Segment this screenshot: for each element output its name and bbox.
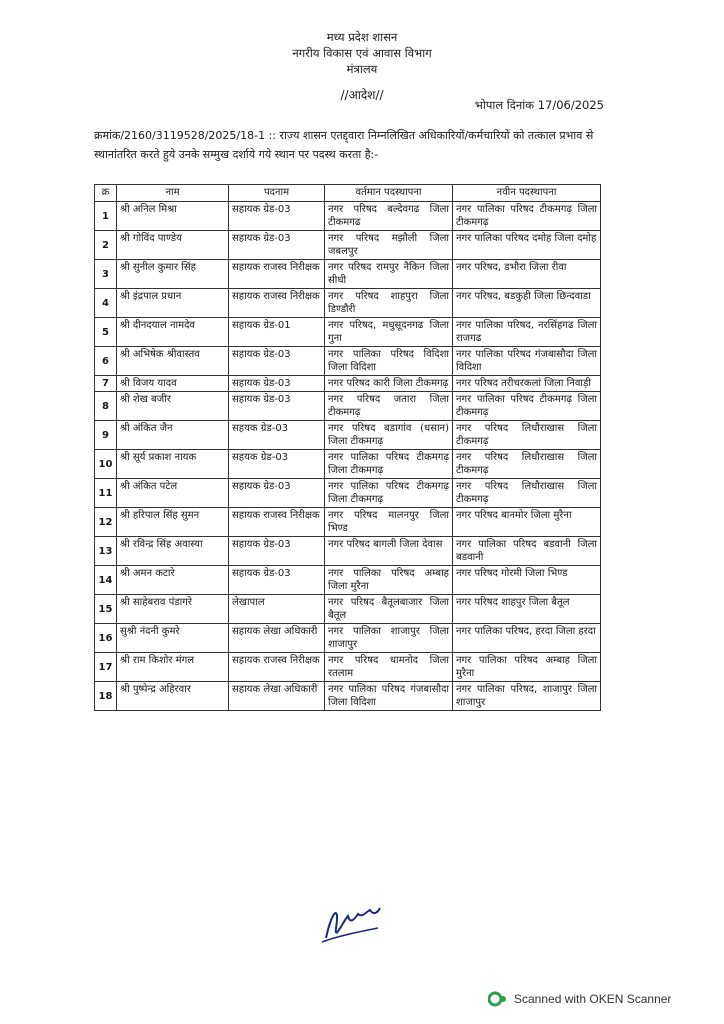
cell-current-posting: नगर पालिका शाजापुर जिला शाजापुर <box>325 624 453 653</box>
table-row <box>95 624 601 653</box>
cell-new-posting: नगर परिषद लिधौराखास जिला टीकमगढ़ <box>453 479 601 508</box>
cell-new-posting: नगर पालिका परिषद गंजबासौदा जिला विदिशा <box>453 347 601 376</box>
cell-current-posting: नगर पालिका परिषद विदिशा जिला विदिशा <box>325 347 453 376</box>
table-row <box>95 202 601 231</box>
cell-new-posting: नगर पालिका परिषद बडवानी जिला बडवानी <box>453 537 601 566</box>
cell-current-posting: नगर पालिका परिषद टीकमगढ़ जिला टीकमगढ़ <box>325 479 453 508</box>
table-row <box>95 508 601 537</box>
cell-name: श्री गोविंद पाण्डेय <box>117 231 229 260</box>
cell-new-posting: नगर परिषद तरीचरकलां जिला निवाड़ी <box>453 376 601 392</box>
cell-current-posting: नगर परिषद बागली जिला देवास <box>325 537 453 566</box>
cell-current-posting: नगर परिषद, मधुसूदनगढ जिला गुना <box>325 318 453 347</box>
cell-name: श्री साहेबराव पंडागरे <box>117 595 229 624</box>
cell-sn: 9 <box>95 421 117 450</box>
cell-designation: सहायक राजस्व निरीक्षक <box>229 653 325 682</box>
cell-name: श्री दीनदयाल नामदेव <box>117 318 229 347</box>
cell-sn: 12 <box>95 508 117 537</box>
cell-new-posting: नगर पालिका परिषद, नरसिंहगढ जिला राजगढ <box>453 318 601 347</box>
table-row <box>95 566 601 595</box>
cell-name: श्री रविन्द्र सिंह अवास्या <box>117 537 229 566</box>
cell-sn: 14 <box>95 566 117 595</box>
cell-name: श्री शेख बजीर <box>117 392 229 421</box>
cell-name: सुश्री नंदनी कुमरे <box>117 624 229 653</box>
cell-designation: सहायक लेखा अधिकारी <box>229 624 325 653</box>
cell-new-posting: नगर पालिका परिषद दमोह जिला दमोह <box>453 231 601 260</box>
cell-sn: 17 <box>95 653 117 682</box>
col-header-name: नाम <box>117 185 229 202</box>
cell-designation: सहयक ग्रेड-03 <box>229 450 325 479</box>
cell-new-posting: नगर परिषद, डभौरा जिला रीवा <box>453 260 601 289</box>
cell-designation: सहायक ग्रेड-03 <box>229 566 325 595</box>
table-row <box>95 537 601 566</box>
cell-designation: सहायक ग्रेड-03 <box>229 376 325 392</box>
cell-name: श्री राम किशोर मंगल <box>117 653 229 682</box>
table-row <box>95 682 601 711</box>
cell-sn: 3 <box>95 260 117 289</box>
cell-current-posting: नगर परिषद शाहपुरा जिला डिण्डौरी <box>325 289 453 318</box>
cell-name: श्री सूर्य प्रकाश नायक <box>117 450 229 479</box>
department-title: नगरीय विकास एवं आवास विभाग <box>292 46 432 60</box>
cell-sn: 16 <box>95 624 117 653</box>
cell-name: श्री विजय यादव <box>117 376 229 392</box>
cell-current-posting: नगर परिषद रामपुर नैकिन जिला सीधी <box>325 260 453 289</box>
table-row <box>95 653 601 682</box>
cell-designation: सहायक राजस्व निरीक्षक <box>229 289 325 318</box>
cell-sn: 13 <box>95 537 117 566</box>
cell-designation: सहायक ग्रेड-03 <box>229 347 325 376</box>
cell-name: श्री अभिषेक श्रीवास्तव <box>117 347 229 376</box>
scanner-watermark <box>488 990 671 1008</box>
order-heading: //आदेश// <box>340 88 384 102</box>
cell-sn: 1 <box>95 202 117 231</box>
cell-current-posting: नगर परिषद बडागांव (धसान) जिला टीकमगढ़ <box>325 421 453 450</box>
cell-name: श्री अनिल मिश्रा <box>117 202 229 231</box>
transfer-table <box>94 184 601 711</box>
scanner-text: Scanned with OKEN Scanner <box>514 992 672 1006</box>
govt-title: मध्य प्रदेश शासन <box>326 30 398 44</box>
table-row <box>95 479 601 508</box>
cell-new-posting: नगर परिषद बानमोर जिला मुरैना <box>453 508 601 537</box>
cell-designation: सहायक राजस्व निरीक्षक <box>229 260 325 289</box>
cell-new-posting: नगर पालिका परिषद अम्बाह जिला मुरैना <box>453 653 601 682</box>
cell-name: श्री पुष्पेन्द्र अहिरवार <box>117 682 229 711</box>
col-header-new-posting: नवीन पदस्थापना <box>453 185 601 202</box>
cell-designation: सहायक ग्रेड-03 <box>229 537 325 566</box>
cell-current-posting: नगर पालिका परिषद टीकमगढ़ जिला टीकमगढ़ <box>325 450 453 479</box>
cell-sn: 8 <box>95 392 117 421</box>
cell-name: श्री इंद्रपाल प्रधान <box>117 289 229 318</box>
cell-current-posting: नगर परिषद बल्देवगढ जिला टीकमगढ <box>325 202 453 231</box>
table-row <box>95 231 601 260</box>
order-paragraph: क्रमांक/2160/3119528/2025/18-1 :: राज्य शासन एतद्द्वारा निम्नलिखित अधिकारियों/कर्मचारियों को तत्काल प्रभाव से स्थानांतरित करते हुये उनके सम्मुख दर्शाये गये स्थान पर पदस्थ करता है:- <box>94 129 594 161</box>
table-row <box>95 318 601 347</box>
scanner-logo-icon <box>488 990 508 1008</box>
cell-name: श्री अमन कटारे <box>117 566 229 595</box>
cell-designation: सहायक ग्रेड-03 <box>229 392 325 421</box>
ministry-title: मंत्रालय <box>346 62 378 76</box>
cell-sn: 2 <box>95 231 117 260</box>
cell-designation: सहायक ग्रेड-01 <box>229 318 325 347</box>
cell-designation: लेखापाल <box>229 595 325 624</box>
cell-current-posting: नगर परिषद बैतूलबाजार जिला बैतूल <box>325 595 453 624</box>
cell-current-posting: नगर परिषद कारी जिला टीकमगढ़ <box>325 376 453 392</box>
cell-new-posting: नगर पालिका परिषद, शाजापुर जिला शाजापुर <box>453 682 601 711</box>
cell-sn: 5 <box>95 318 117 347</box>
cell-sn: 11 <box>95 479 117 508</box>
order-date: भोपाल दिनांक 17/06/2025 <box>474 98 604 112</box>
table-row <box>95 450 601 479</box>
table-row <box>95 289 601 318</box>
cell-designation: सहायक राजस्व निरीक्षक <box>229 508 325 537</box>
cell-designation: सहायक ग्रेड-03 <box>229 202 325 231</box>
cell-current-posting: नगर पालिका परिषद अम्बाह जिला मुरैना <box>325 566 453 595</box>
cell-designation: सहयक ग्रेड-03 <box>229 421 325 450</box>
cell-new-posting: नगर परिषद लिधौराखास जिला टीकमगढ़ <box>453 450 601 479</box>
col-header-current-posting: वर्तमान पदस्थापना <box>325 185 453 202</box>
cell-current-posting: नगर परिषद जतारा जिला टीकमगढ़ <box>325 392 453 421</box>
cell-sn: 7 <box>95 376 117 392</box>
cell-current-posting: नगर परिषद मालनपुर जिला भिण्ड <box>325 508 453 537</box>
table-row <box>95 421 601 450</box>
signature <box>318 898 384 948</box>
cell-new-posting: नगर परिषद शाहपुर जिला बैतूल <box>453 595 601 624</box>
cell-new-posting: नगर पालिका परिषद, हरदा जिला हरदा <box>453 624 601 653</box>
cell-sn: 18 <box>95 682 117 711</box>
table-row <box>95 260 601 289</box>
table-row <box>95 376 601 392</box>
cell-sn: 15 <box>95 595 117 624</box>
cell-current-posting: नगर परिषद धामनोद जिला रतलाम <box>325 653 453 682</box>
col-header-designation: पदनाम <box>229 185 325 202</box>
table-header-row <box>95 185 601 202</box>
cell-current-posting: नगर पालिका परिषद गंजबासौदा जिला विदिशा <box>325 682 453 711</box>
cell-new-posting: नगर परिषद गोरमी जिला भिण्ड <box>453 566 601 595</box>
cell-name: श्री हरिपाल सिंह सुमन <box>117 508 229 537</box>
table-row <box>95 595 601 624</box>
cell-sn: 4 <box>95 289 117 318</box>
cell-name: श्री सुनील कुमार सिंह <box>117 260 229 289</box>
cell-new-posting: नगर परिषद, बडकुही जिला छिन्दवाडा <box>453 289 601 318</box>
cell-new-posting: नगर पालिका परिषद टीकमगढ़ जिला टीकमगढ़ <box>453 202 601 231</box>
col-header-sn: क्र <box>95 185 117 202</box>
cell-designation: सहायक ग्रेड-03 <box>229 479 325 508</box>
table-row <box>95 392 601 421</box>
table-row <box>95 347 601 376</box>
cell-sn: 6 <box>95 347 117 376</box>
cell-current-posting: नगर परिषद मझौली जिला जबलपुर <box>325 231 453 260</box>
cell-name: श्री अंकित पटेल <box>117 479 229 508</box>
cell-sn: 10 <box>95 450 117 479</box>
cell-new-posting: नगर परिषद लिधौराखास जिला टीकमगढ़ <box>453 421 601 450</box>
cell-designation: सहायक ग्रेड-03 <box>229 231 325 260</box>
cell-new-posting: नगर पालिका परिषद टीकमगढ़ जिला टीकमगढ़ <box>453 392 601 421</box>
cell-designation: सहायक लेखा अधिकारी <box>229 682 325 711</box>
cell-name: श्री अंकित जैन <box>117 421 229 450</box>
